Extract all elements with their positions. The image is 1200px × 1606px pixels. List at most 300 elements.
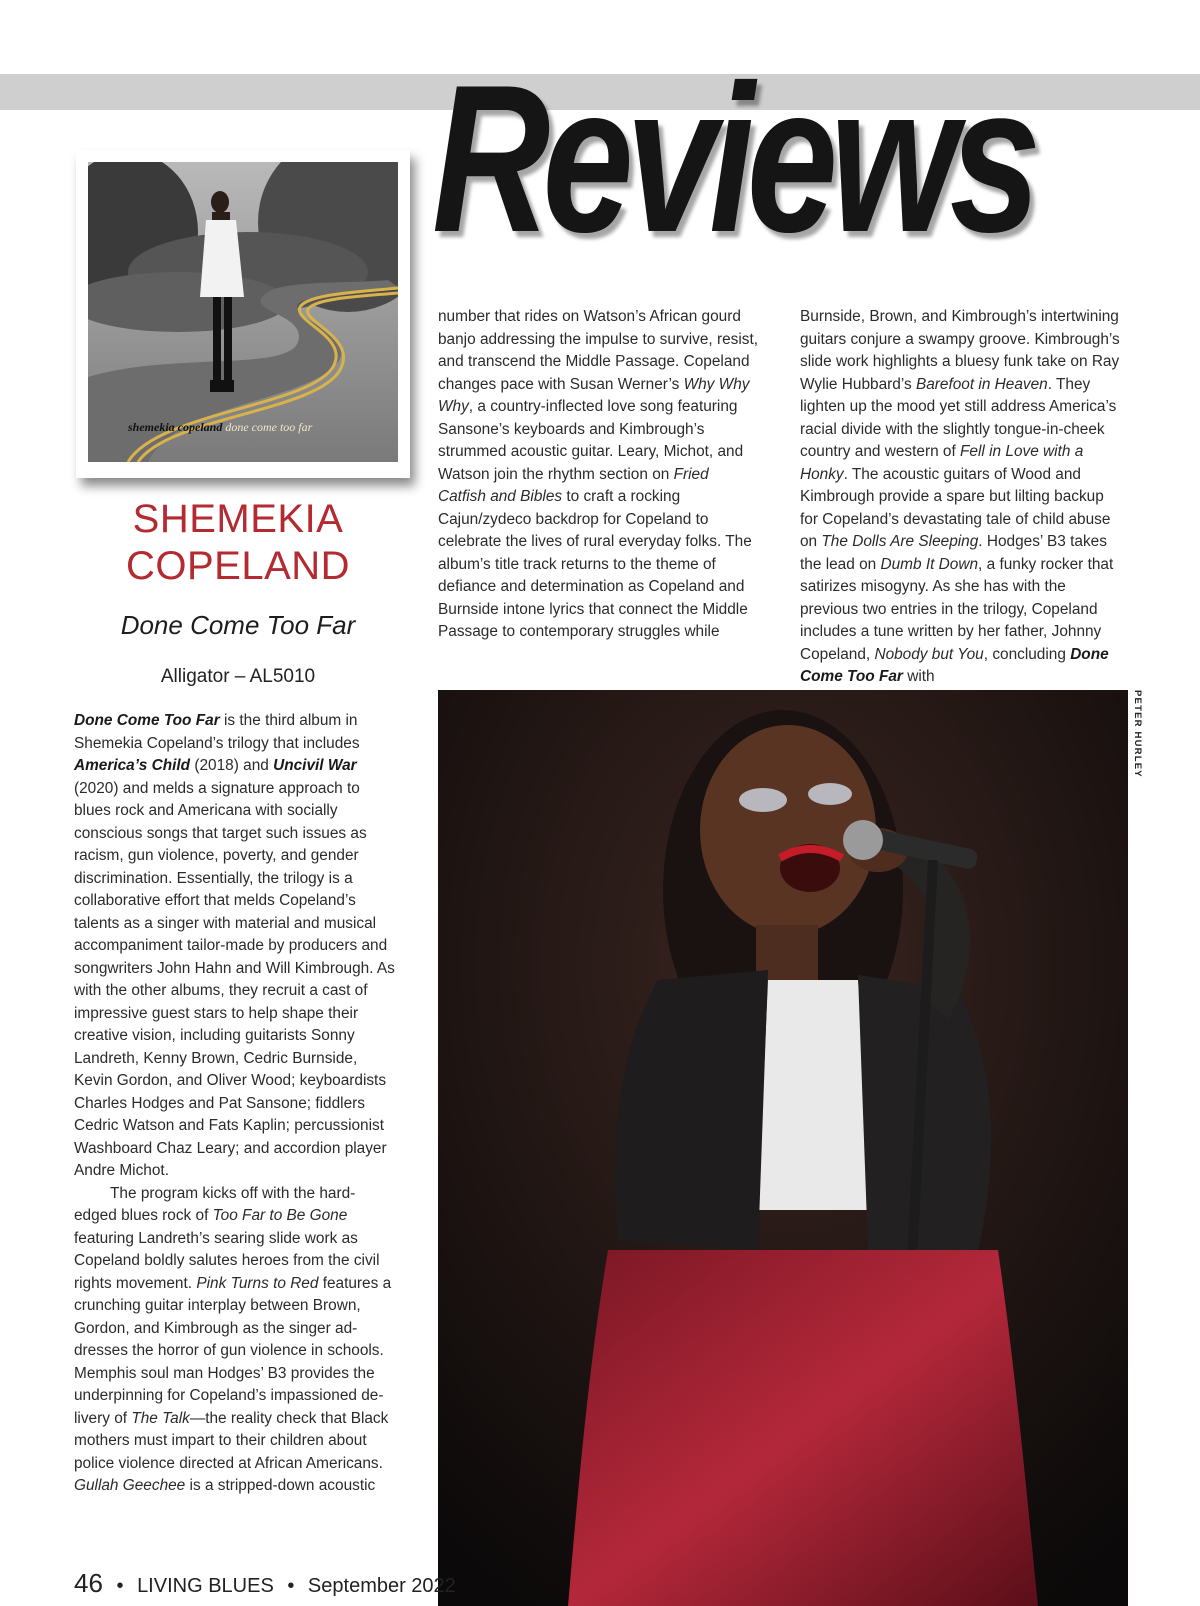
review-word: Far <box>878 668 903 685</box>
review-word: material <box>234 914 290 932</box>
review-word: including <box>180 1027 241 1044</box>
review-word: in <box>941 600 954 618</box>
review-word: Michot, <box>663 443 714 460</box>
review-word: guitarists <box>245 1027 307 1044</box>
review-word: the <box>263 1319 285 1337</box>
review-word: blues <box>121 1207 158 1224</box>
review-word: work <box>835 353 869 370</box>
review-word: in <box>978 375 991 393</box>
review-word: Wood <box>1011 465 1052 483</box>
review-word: for <box>603 510 622 528</box>
review-word: as <box>350 824 367 842</box>
review-word: that <box>588 600 615 618</box>
review-word: Bibles <box>520 488 563 505</box>
review-word: the <box>630 555 652 573</box>
review-column-middle <box>438 306 760 644</box>
review-word: Hodges <box>131 1094 185 1112</box>
review-word: pace <box>500 375 534 393</box>
review-word: Copeland <box>648 578 715 595</box>
review-word: stars <box>193 1004 228 1022</box>
review-word: Fell <box>960 443 985 460</box>
review-word: boldly <box>144 1252 185 1269</box>
review-word: slide <box>800 353 832 370</box>
review-word: the <box>105 982 128 999</box>
review-word: Memphis <box>74 1364 137 1382</box>
review-word: bluesy <box>954 353 1000 370</box>
review-word: shape <box>281 1004 324 1022</box>
review-word: Brown, <box>869 308 918 325</box>
review-word: You <box>957 645 984 663</box>
review-word: Are <box>890 533 915 550</box>
review-word: Why <box>438 398 469 415</box>
review-word: Copeland <box>1031 600 1098 618</box>
review-word: Michot. <box>119 1162 169 1179</box>
footer-bullet: • <box>287 1575 295 1597</box>
review-word: must <box>133 1432 168 1449</box>
review-word: Hahn <box>194 959 232 977</box>
review-word: connect <box>618 600 673 618</box>
review-word: satirizes <box>800 578 857 595</box>
review-word: America’s <box>1049 398 1117 415</box>
review-word: Why <box>683 375 715 393</box>
review-word: horror <box>157 1342 199 1359</box>
review-word: they <box>228 982 258 999</box>
review-word: take <box>1037 353 1067 370</box>
review-word: directed <box>179 1454 235 1472</box>
review-word: stripped-down <box>217 1477 315 1494</box>
review-word: track <box>523 555 557 573</box>
review-word: hard-edged <box>74 1184 356 1224</box>
review-word: and <box>176 1072 203 1089</box>
review-word: help <box>248 1004 278 1022</box>
review-word: she <box>954 578 980 595</box>
review-word: swampy <box>918 330 975 348</box>
review-word: written <box>907 623 954 640</box>
review-word: Washboard <box>74 1139 153 1157</box>
review-word: impassioned <box>270 1387 357 1404</box>
review-word: that <box>494 308 521 325</box>
review-word: survive, <box>659 330 713 348</box>
review-word: keyboardists <box>299 1072 387 1089</box>
review-word: The <box>821 533 848 550</box>
review-word: the <box>800 555 822 573</box>
review-word: Copeland <box>625 510 692 528</box>
review-word: their <box>328 1004 359 1022</box>
review-word: Come <box>116 712 160 729</box>
review-word: western <box>884 443 939 460</box>
review-word: includes <box>303 734 360 752</box>
review-word: violence <box>118 1454 175 1472</box>
review-word: Chaz <box>156 1139 193 1157</box>
review-word: African <box>649 308 698 325</box>
review-word: They <box>1056 375 1091 393</box>
review-word: of <box>354 982 368 999</box>
review-word: Oliver <box>206 1072 247 1089</box>
review-word: addresses <box>74 1319 358 1359</box>
review-word: and <box>921 308 948 325</box>
review-word: with <box>74 982 102 999</box>
review-word: keyboards <box>513 420 585 438</box>
review-word: and <box>718 578 745 595</box>
review-word: Copeland’s <box>822 510 899 528</box>
review-word: and <box>438 353 464 370</box>
review-word: misogyny. <box>860 578 929 595</box>
review-word: a <box>617 488 627 505</box>
review-word: impressive <box>74 1004 148 1022</box>
review-word: Kimbrough <box>800 488 875 505</box>
review-word: includes <box>800 623 857 640</box>
review-word: a <box>309 982 318 999</box>
review-word: and <box>243 757 269 774</box>
review-word: takes <box>1070 533 1107 550</box>
review-word: Susan <box>569 375 614 393</box>
review-word: check <box>276 1409 317 1427</box>
review-word: in <box>989 443 1002 460</box>
review-word: of <box>1015 510 1029 528</box>
review-word: backdrop <box>535 510 599 528</box>
review-word: heroes <box>241 1252 289 1269</box>
artist-name-line2: COPELAND <box>125 544 351 588</box>
review-word: is <box>189 1477 201 1494</box>
review-word: Charles <box>74 1094 128 1112</box>
review-word: and <box>178 1117 205 1134</box>
review-word: blues <box>74 802 111 819</box>
review-word: Middle <box>565 353 611 370</box>
review-word: Sonny <box>311 1027 355 1044</box>
review-word: Talk <box>162 1409 190 1427</box>
review-word: Too <box>212 1207 238 1224</box>
review-word: a <box>1074 443 1084 460</box>
review-word: highlights <box>872 353 938 370</box>
review-word: previous <box>800 600 859 618</box>
review-word: approach <box>278 779 343 797</box>
review-word: two <box>862 600 887 618</box>
review-word: the <box>539 353 562 370</box>
review-word: concluding <box>992 645 1066 663</box>
review-word: the <box>353 1364 375 1382</box>
review-word: and <box>854 443 881 460</box>
review-word: Kaplin; <box>242 1117 290 1134</box>
review-word: Kevin <box>74 1072 113 1089</box>
review-word: socially <box>287 802 338 819</box>
review-word: a <box>477 398 486 415</box>
review-word: and <box>589 420 615 438</box>
review-word: Be <box>286 1207 306 1224</box>
review-word: albums, <box>170 982 225 999</box>
cover-artist-name: shemekia copeland <box>128 420 223 434</box>
review-word: to <box>231 1004 245 1022</box>
review-word: of <box>702 555 716 573</box>
review-word: Cedric <box>243 1049 288 1067</box>
review-word: love <box>607 398 636 415</box>
review-word: of <box>993 465 1007 483</box>
review-word: Fried <box>673 465 709 483</box>
review-word: a <box>905 330 914 348</box>
review-word: to <box>642 330 656 348</box>
review-word: Barefoot <box>915 375 975 393</box>
review-word: that <box>273 734 299 752</box>
review-word: a <box>344 869 353 887</box>
review-word: vision, <box>132 1027 176 1044</box>
review-word: —the <box>189 1409 227 1427</box>
review-word: movement. <box>115 1274 193 1292</box>
review-word: Pat <box>218 1094 242 1112</box>
review-word: Done <box>1070 645 1109 663</box>
review-word: Sleeping <box>918 533 979 550</box>
review-word: Americans. <box>305 1454 383 1472</box>
review-word: with <box>885 420 913 438</box>
review-word: Copeland’s <box>146 734 224 752</box>
label-catalog: Alligator – AL5010 <box>160 666 316 687</box>
review-word: and <box>122 779 149 797</box>
review-word: Turns <box>230 1274 269 1292</box>
review-word: accompaniment <box>74 937 183 954</box>
review-word: acoustic <box>882 465 940 483</box>
review-word: impulse <box>585 330 639 348</box>
review-word: provides <box>290 1364 349 1382</box>
review-word: Will <box>265 959 291 977</box>
review-word: to <box>613 555 626 573</box>
review-word: gourd <box>701 308 741 325</box>
review-word: As <box>376 959 395 977</box>
review-word: effort <box>164 892 200 909</box>
review-word: Kimbrough. <box>294 959 374 977</box>
review-word: rural <box>583 533 615 550</box>
review-word: man <box>173 1364 204 1382</box>
review-word: at <box>238 1454 252 1472</box>
review-word: and <box>243 1139 270 1157</box>
review-word: country <box>800 443 851 460</box>
review-word: groove. <box>978 330 1031 348</box>
review-word: the <box>522 465 544 483</box>
review-word: Kimbrough’s <box>951 308 1037 325</box>
review-word: and <box>148 802 175 819</box>
artist-name <box>70 496 406 590</box>
album-cover-text <box>128 420 312 435</box>
review-word: As <box>932 578 951 595</box>
review-word: and <box>1055 465 1081 483</box>
review-word: work <box>304 1229 338 1247</box>
review-word: singer <box>288 1319 331 1337</box>
review-word: Burnside, <box>292 1049 358 1067</box>
review-word: Hodges’ <box>207 1364 264 1382</box>
review-word: on <box>859 555 877 573</box>
review-word: has <box>983 578 1009 595</box>
review-word: songs <box>146 824 188 842</box>
review-word: for <box>800 510 818 528</box>
album-title: Done Come Too Far <box>120 610 356 640</box>
review-word: Dolls <box>852 533 887 550</box>
review-word: everyday <box>618 533 682 550</box>
review-word: Landreth, <box>74 1049 140 1067</box>
review-word: crunching <box>74 1297 141 1314</box>
review-word: that <box>192 824 218 842</box>
review-word: on <box>652 465 670 483</box>
review-word: a <box>382 1274 392 1292</box>
review-word: underpinning <box>74 1387 163 1404</box>
review-word: racism, <box>74 847 124 864</box>
review-word: mothers <box>74 1432 130 1449</box>
review-word: the <box>1044 578 1066 595</box>
review-word: Cajun/zydeco <box>438 510 532 528</box>
review-word: recruit <box>262 982 306 999</box>
review-word: songwriters <box>74 959 153 977</box>
review-word: off <box>240 1184 258 1202</box>
review-word: devastating <box>903 510 982 528</box>
review-word: conscious <box>74 824 143 842</box>
review-word: trilogy <box>227 734 269 752</box>
review-word: tongue-in-cheek <box>994 420 1105 438</box>
review-word: of <box>114 1409 128 1427</box>
review-column-left <box>74 710 396 1498</box>
review-word: with <box>1043 443 1071 460</box>
review-word: their <box>235 1432 266 1449</box>
review-word: interplay <box>187 1297 246 1314</box>
review-word: target <box>222 824 262 842</box>
review-word: still <box>964 398 987 415</box>
review-word: Kimbrough’s <box>619 420 705 438</box>
review-word: slightly <box>942 420 990 438</box>
review-word: Copeland’s <box>279 892 356 909</box>
review-word: yet <box>939 398 961 415</box>
review-word: but <box>931 645 954 663</box>
review-word: America’s <box>74 757 148 774</box>
review-word: features <box>322 1274 379 1292</box>
review-word: Watson <box>438 465 490 483</box>
review-word: as <box>242 1319 259 1337</box>
review-word: Leary, <box>617 443 660 460</box>
review-word: rides <box>524 308 558 325</box>
review-word: and <box>717 443 744 460</box>
review-word: with <box>538 375 566 393</box>
review-word: melds <box>152 779 194 797</box>
review-word: Passage. <box>615 353 680 370</box>
review-word: schools. <box>327 1342 384 1359</box>
review-word: other <box>131 982 167 999</box>
review-word: Hubbard’s <box>841 375 912 393</box>
review-word: the <box>871 398 893 415</box>
review-word: lighten <box>800 398 846 415</box>
review-word: number <box>438 308 491 325</box>
review-word: is <box>223 712 236 729</box>
review-word: Leary; <box>196 1139 240 1157</box>
review-word: as <box>123 914 140 932</box>
review-word: her <box>978 623 1001 640</box>
cover-album-name: done come too far <box>225 420 313 434</box>
review-word: by <box>957 623 974 640</box>
review-word: conjure <box>850 330 901 348</box>
review-word: and <box>293 914 320 932</box>
review-word: Watson’s <box>583 308 646 325</box>
review-word: Kenny <box>143 1049 187 1067</box>
performance-photo <box>438 690 1128 1606</box>
review-word: Fats <box>208 1117 239 1134</box>
review-word: Uncivil <box>273 757 324 774</box>
review-word: acoustic <box>510 443 568 460</box>
review-word: gun <box>220 1342 247 1359</box>
review-word: Copeland’s <box>189 1387 267 1404</box>
review-word: creative <box>74 1027 128 1044</box>
review-word: with <box>255 802 283 819</box>
review-word: (2018) <box>194 757 239 774</box>
artist-name-line1: SHEMEKIA <box>132 497 344 541</box>
review-word: War <box>327 757 357 774</box>
review-word: defiance <box>438 578 497 595</box>
review-word: featuring <box>677 398 738 415</box>
review-word: Middle <box>702 600 748 618</box>
review-word: struggles <box>617 623 681 640</box>
review-word: Done <box>74 712 113 729</box>
review-word: to <box>218 1432 232 1449</box>
review-word: lives <box>531 533 563 550</box>
review-word: with <box>1012 578 1041 595</box>
review-word: guest <box>151 1004 190 1022</box>
review-word: Cedric <box>74 1117 119 1134</box>
review-word: rhythm <box>547 465 595 483</box>
review-word: rocking <box>630 488 681 505</box>
review-word: Love <box>1005 443 1039 460</box>
review-word: rock <box>115 802 145 819</box>
review-word: up <box>849 398 867 415</box>
review-word: of <box>195 1207 209 1224</box>
review-word: trilogy, <box>983 600 1028 618</box>
review-word: lyrics <box>549 600 585 618</box>
review-word: player <box>344 1139 387 1157</box>
review-word: third <box>265 712 296 729</box>
review-word: a <box>860 623 870 640</box>
review-word: featuring <box>74 1229 134 1247</box>
review-word: to <box>695 510 709 528</box>
review-word: Copeland, <box>800 645 871 663</box>
review-word: divide <box>841 420 882 438</box>
review-word: children <box>269 1432 324 1449</box>
review-word: Ray <box>1091 353 1120 370</box>
review-word: of <box>942 443 956 460</box>
review-word: lilting <box>1014 488 1050 505</box>
review-word: section <box>599 465 648 483</box>
review-word: Catfish <box>438 488 486 505</box>
review-word: Why <box>718 375 750 393</box>
review-word: join <box>493 465 518 483</box>
review-word: for <box>167 1387 186 1404</box>
review-word: to <box>347 779 360 797</box>
review-word: rocker <box>1040 555 1084 573</box>
review-word: on <box>1070 353 1088 370</box>
review-word: Werner’s <box>617 375 680 393</box>
review-word: salutes <box>188 1252 238 1269</box>
review-word: Hodges’ <box>986 533 1043 550</box>
review-word: resist, <box>716 330 759 348</box>
review-word: Too <box>163 712 192 729</box>
review-word: Johnny <box>1051 623 1102 640</box>
review-word: violence, <box>157 847 219 864</box>
review-word: melds <box>233 892 275 909</box>
review-word: strummed <box>438 443 507 460</box>
review-word: Heaven <box>994 375 1048 393</box>
review-word: but <box>989 488 1011 505</box>
album-cover-frame <box>76 150 410 478</box>
review-word: Brown, <box>191 1049 240 1067</box>
album-cover-art <box>88 162 398 462</box>
review-word: intone <box>503 600 545 618</box>
review-word: Down <box>938 555 979 573</box>
review-word: rock <box>162 1207 192 1224</box>
review-word: Watson <box>122 1117 175 1134</box>
review-word: gun <box>127 847 154 864</box>
review-word: John <box>156 959 191 977</box>
review-word: craft <box>583 488 614 505</box>
review-word: title <box>495 555 519 573</box>
